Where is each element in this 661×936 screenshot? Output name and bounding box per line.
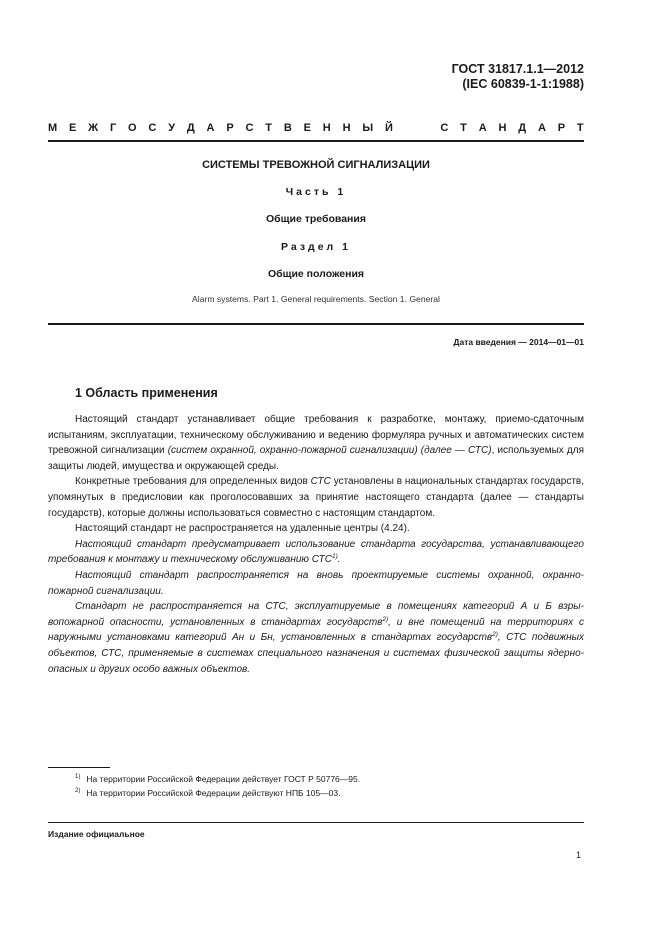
section-title: Общие положения xyxy=(267,268,365,280)
intro-date: Дата введения — 2014—01—01 xyxy=(453,337,584,347)
standard-code xyxy=(452,62,584,92)
paragraph-specific-requirements: Конкретные требования для определенных видов СТС установлены в национальных стандартах государств, упомянутых в предисловии как проголосовавших за принятие настоящего стандарта (далее — стандарты государств), которые должны использоваться совместно с настоящим стандартом. xyxy=(48,476,584,519)
banner-letter: С xyxy=(245,122,254,134)
paragraph-scope: Настоящий стандарт устанавливает общие требования к разработке, монтажу, приемо-сдаточным испытаниям, эксплуатации, техническому обслуживанию и ведению формуляра ручных и автоматических систем тревожной сигнализации (систем охранной, охранно-пожарной сигнализации) (далее — СТС), используемых для защиты людей, имущества и окружающей среды. xyxy=(48,414,584,472)
english-title: Alarm systems. Part 1. General requirements. Section 1. General xyxy=(192,294,440,304)
page-number: 1 xyxy=(575,850,581,860)
banner-letter: Ж xyxy=(88,122,99,134)
footnote: $^{2)}$ На территории Российской Федерации действуют НПБ 105—03. xyxy=(75,788,341,798)
banner-letter: С xyxy=(440,122,449,134)
banner-letter: Е xyxy=(303,122,311,134)
banner-letter: О xyxy=(128,122,137,134)
standard-code-line1: ГОСТ 31817.1.1—2012 xyxy=(451,62,584,76)
standard-code-line2: (IEC 60839-1-1:1988) xyxy=(462,77,584,91)
section-body xyxy=(48,412,584,677)
interstate-standard-banner xyxy=(48,122,584,134)
banner-letter: В xyxy=(283,122,292,134)
paragraph-new-systems: Настоящий стандарт распространяется на вновь проектируемые системы охранной, охранно-пожарной сигнализации. xyxy=(48,569,584,597)
official-edition: Издание официальное xyxy=(48,829,145,839)
title-rule xyxy=(48,323,584,325)
paragraph-exclusions: Стандарт не распространяется на СТС, эксплуатируемые в помещениях категорий А и Б взрывопожарной опасности, установленных в стандартах государств$^{2)}$, и вне помещений на территориях с наружными установками категорий Ан и Бн, установленных в стандартах государств$^{2)}$, СТС подвижных объектов, СТС, применяемые в системах специального назначения и системах физической защиты ядерно-опасных и других особо важных объектов. xyxy=(48,601,585,675)
banner-letter xyxy=(423,122,429,134)
banner-letter: Р xyxy=(226,122,234,134)
document-title: СИСТЕМЫ ТРЕВОЖНОЙ СИГНАЛИЗАЦИИ xyxy=(202,159,430,171)
section-label: Раздел 1 xyxy=(281,241,351,253)
banner-letter: Г xyxy=(109,122,117,134)
banner-letter: Р xyxy=(557,122,566,134)
paragraph-installation: Настоящий стандарт предусматривает использование стандарта государства, устанавливающего требования к монтажу и техническому обслуживанию СТС$^{1)}$. xyxy=(48,538,584,566)
footnote-separator xyxy=(48,767,110,768)
banner-letter: А xyxy=(206,122,215,134)
banner-letter: А xyxy=(478,122,487,134)
banner-letter: Т xyxy=(265,122,273,134)
banner-letter: Т xyxy=(576,122,584,134)
paragraph-remote-centres: Настоящий стандарт не распространяется на удаленные центры (4.24). xyxy=(75,523,410,535)
banner-letter: Н xyxy=(322,122,331,134)
part-title: Общие требования xyxy=(266,213,366,225)
section-heading: 1 Область применения xyxy=(75,386,218,400)
banner-letter: А xyxy=(537,122,546,134)
banner-letter: У xyxy=(168,122,176,134)
footer-rule xyxy=(48,822,584,823)
banner-letter: Е xyxy=(69,122,77,134)
footnote: $^{1)}$ На территории Российской Федерации действует ГОСТ Р 50776—95. xyxy=(75,774,361,784)
banner-letter xyxy=(405,122,411,134)
banner-letter: Н xyxy=(342,122,351,134)
top-rule xyxy=(48,140,584,142)
banner-letter: Т xyxy=(460,122,467,134)
banner-letter: Н xyxy=(498,122,507,134)
banner-letter: Й xyxy=(384,122,393,134)
banner-letter: М xyxy=(48,122,58,134)
banner-letter: С xyxy=(148,122,157,134)
banner-letter: Д xyxy=(186,122,195,134)
part-label: Часть 1 xyxy=(285,186,347,198)
banner-letter: Ы xyxy=(362,122,374,134)
banner-letter: Д xyxy=(518,122,527,134)
